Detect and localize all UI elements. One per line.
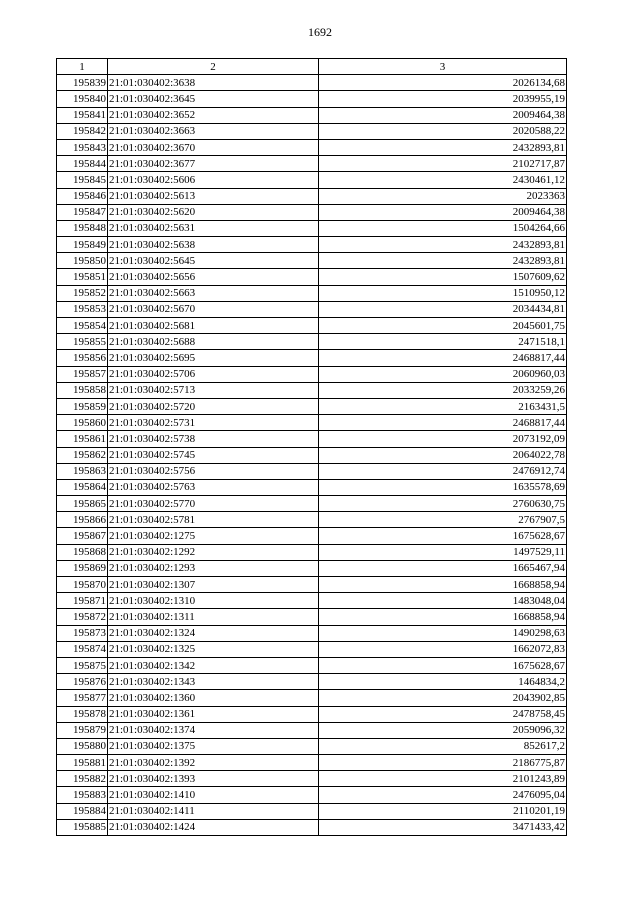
row-number-cell: 195861 [57, 431, 108, 447]
table-row [57, 415, 567, 431]
table-row [57, 496, 567, 512]
row-number-cell: 195840 [57, 91, 108, 107]
cadastral-number-cell: 21:01:030402:5606 [108, 172, 319, 188]
value-cell: 1504264,66 [319, 220, 567, 236]
table-row [57, 690, 567, 706]
table-row [57, 544, 567, 560]
table-row [57, 350, 567, 366]
value-cell: 2039955,19 [319, 91, 567, 107]
value-cell: 2034434,81 [319, 301, 567, 317]
row-number-cell: 195860 [57, 415, 108, 431]
cadastral-number-cell: 21:01:030402:1343 [108, 674, 319, 690]
cadastral-number-cell: 21:01:030402:1375 [108, 738, 319, 754]
table-row [57, 738, 567, 754]
row-number-cell: 195883 [57, 787, 108, 803]
row-number-cell: 195884 [57, 803, 108, 819]
value-cell: 2059096,32 [319, 722, 567, 738]
cadastral-number-cell: 21:01:030402:5763 [108, 479, 319, 495]
cadastral-number-cell: 21:01:030402:1293 [108, 560, 319, 576]
table-row [57, 204, 567, 220]
cadastral-number-cell: 21:01:030402:5720 [108, 398, 319, 414]
table-row [57, 188, 567, 204]
row-number-cell: 195876 [57, 674, 108, 690]
row-number-cell: 195851 [57, 269, 108, 285]
value-cell: 2020588,22 [319, 123, 567, 139]
value-cell: 2432893,81 [319, 139, 567, 155]
cadastral-number-cell: 21:01:030402:1393 [108, 771, 319, 787]
row-number-cell: 195862 [57, 447, 108, 463]
value-cell: 1507609,62 [319, 269, 567, 285]
value-cell: 1510950,12 [319, 285, 567, 301]
cadastral-number-cell: 21:01:030402:1325 [108, 641, 319, 657]
row-number-cell: 195846 [57, 188, 108, 204]
table-row [57, 301, 567, 317]
cadastral-number-cell: 21:01:030402:5631 [108, 220, 319, 236]
cadastral-number-cell: 21:01:030402:5770 [108, 496, 319, 512]
row-number-cell: 195857 [57, 366, 108, 382]
table-row [57, 334, 567, 350]
value-cell: 2045601,75 [319, 318, 567, 334]
table-row [57, 156, 567, 172]
cadastral-number-cell: 21:01:030402:5681 [108, 318, 319, 334]
cadastral-number-cell: 21:01:030402:1292 [108, 544, 319, 560]
table-row [57, 577, 567, 593]
row-number-cell: 195843 [57, 139, 108, 155]
cadastral-number-cell: 21:01:030402:5645 [108, 253, 319, 269]
table-row [57, 657, 567, 673]
cadastral-number-cell: 21:01:030402:5656 [108, 269, 319, 285]
row-number-cell: 195844 [57, 156, 108, 172]
cadastral-number-cell: 21:01:030402:1392 [108, 755, 319, 771]
cadastral-number-cell: 21:01:030402:5781 [108, 512, 319, 528]
cadastral-number-cell: 21:01:030402:5670 [108, 301, 319, 317]
value-cell: 2101243,89 [319, 771, 567, 787]
value-cell: 2476912,74 [319, 463, 567, 479]
row-number-cell: 195867 [57, 528, 108, 544]
cadastral-number-cell: 21:01:030402:1361 [108, 706, 319, 722]
value-cell: 2009464,38 [319, 204, 567, 220]
row-number-cell: 195871 [57, 593, 108, 609]
cadastral-number-cell: 21:01:030402:3652 [108, 107, 319, 123]
column-header-2: 2 [108, 59, 319, 75]
value-cell: 2033259,26 [319, 382, 567, 398]
table-body [57, 75, 567, 836]
value-cell: 3471433,42 [319, 819, 567, 835]
table-row [57, 237, 567, 253]
row-number-cell: 195866 [57, 512, 108, 528]
table-row [57, 463, 567, 479]
table-row [57, 641, 567, 657]
cadastral-number-cell: 21:01:030402:1275 [108, 528, 319, 544]
value-cell: 1483048,04 [319, 593, 567, 609]
table-row [57, 674, 567, 690]
row-number-cell: 195859 [57, 398, 108, 414]
row-number-cell: 195873 [57, 625, 108, 641]
table-row [57, 75, 567, 91]
value-cell: 1635578,69 [319, 479, 567, 495]
row-number-cell: 195877 [57, 690, 108, 706]
value-cell: 2760630,75 [319, 496, 567, 512]
value-cell: 1497529,11 [319, 544, 567, 560]
value-cell: 2064022,78 [319, 447, 567, 463]
table-row [57, 803, 567, 819]
cadastral-number-cell: 21:01:030402:1311 [108, 609, 319, 625]
row-number-cell: 195841 [57, 107, 108, 123]
row-number-cell: 195882 [57, 771, 108, 787]
value-cell: 2767907,5 [319, 512, 567, 528]
value-cell: 2468817,44 [319, 350, 567, 366]
value-cell: 2073192,09 [319, 431, 567, 447]
column-header-3: 3 [319, 59, 567, 75]
cadastral-number-cell: 21:01:030402:3670 [108, 139, 319, 155]
value-cell: 852617,2 [319, 738, 567, 754]
row-number-cell: 195865 [57, 496, 108, 512]
cadastral-number-cell: 21:01:030402:5738 [108, 431, 319, 447]
value-cell: 2043902,85 [319, 690, 567, 706]
table-row [57, 123, 567, 139]
value-cell: 1665467,94 [319, 560, 567, 576]
value-cell: 2102717,87 [319, 156, 567, 172]
table-row [57, 528, 567, 544]
value-cell: 2432893,81 [319, 253, 567, 269]
value-cell: 1675628,67 [319, 657, 567, 673]
value-cell: 2476095,04 [319, 787, 567, 803]
table-row [57, 285, 567, 301]
row-number-cell: 195870 [57, 577, 108, 593]
table-row [57, 91, 567, 107]
cadastral-number-cell: 21:01:030402:1360 [108, 690, 319, 706]
row-number-cell: 195839 [57, 75, 108, 91]
row-number-cell: 195847 [57, 204, 108, 220]
cadastral-number-cell: 21:01:030402:5706 [108, 366, 319, 382]
value-cell: 1464834,2 [319, 674, 567, 690]
table-row [57, 479, 567, 495]
cadastral-number-cell: 21:01:030402:5713 [108, 382, 319, 398]
table-row [57, 107, 567, 123]
page-number: 1692 [308, 25, 332, 39]
table-row [57, 771, 567, 787]
row-number-cell: 195850 [57, 253, 108, 269]
value-cell: 1668858,94 [319, 577, 567, 593]
cadastral-number-cell: 21:01:030402:5688 [108, 334, 319, 350]
row-number-cell: 195854 [57, 318, 108, 334]
row-number-cell: 195856 [57, 350, 108, 366]
cadastral-number-cell: 21:01:030402:1307 [108, 577, 319, 593]
cadastral-number-cell: 21:01:030402:1310 [108, 593, 319, 609]
cadastral-number-cell: 21:01:030402:1410 [108, 787, 319, 803]
value-cell: 2110201,19 [319, 803, 567, 819]
table-row [57, 398, 567, 414]
table-row [57, 269, 567, 285]
cadastral-number-cell: 21:01:030402:5638 [108, 237, 319, 253]
row-number-cell: 195858 [57, 382, 108, 398]
value-cell: 2432893,81 [319, 237, 567, 253]
value-cell: 1490298,63 [319, 625, 567, 641]
row-number-cell: 195868 [57, 544, 108, 560]
table-row [57, 431, 567, 447]
cadastral-number-cell: 21:01:030402:5731 [108, 415, 319, 431]
table-row [57, 722, 567, 738]
table-header-row [57, 59, 567, 75]
row-number-cell: 195853 [57, 301, 108, 317]
cadastral-number-cell: 21:01:030402:5620 [108, 204, 319, 220]
table-row [57, 819, 567, 835]
row-number-cell: 195872 [57, 609, 108, 625]
table-row [57, 593, 567, 609]
row-number-cell: 195879 [57, 722, 108, 738]
row-number-cell: 195855 [57, 334, 108, 350]
row-number-cell: 195869 [57, 560, 108, 576]
table-row [57, 625, 567, 641]
row-number-cell: 195842 [57, 123, 108, 139]
cadastral-number-cell: 21:01:030402:5756 [108, 463, 319, 479]
table-row [57, 139, 567, 155]
table-row [57, 512, 567, 528]
table-row [57, 706, 567, 722]
value-cell: 1662072,83 [319, 641, 567, 657]
cadastral-number-cell: 21:01:030402:3638 [108, 75, 319, 91]
row-number-cell: 195874 [57, 641, 108, 657]
cadastral-number-cell: 21:01:030402:1374 [108, 722, 319, 738]
value-cell: 2478758,45 [319, 706, 567, 722]
table-row [57, 382, 567, 398]
value-cell: 2163431,5 [319, 398, 567, 414]
value-cell: 2471518,1 [319, 334, 567, 350]
value-cell: 2026134,68 [319, 75, 567, 91]
row-number-cell: 195849 [57, 237, 108, 253]
row-number-cell: 195881 [57, 755, 108, 771]
cadastral-number-cell: 21:01:030402:1424 [108, 819, 319, 835]
cadastral-number-cell: 21:01:030402:5695 [108, 350, 319, 366]
table-row [57, 366, 567, 382]
row-number-cell: 195878 [57, 706, 108, 722]
value-cell: 2430461,12 [319, 172, 567, 188]
table-row [57, 755, 567, 771]
value-cell: 2023363 [319, 188, 567, 204]
table-row [57, 172, 567, 188]
cadastral-number-cell: 21:01:030402:3677 [108, 156, 319, 172]
cadastral-number-cell: 21:01:030402:1324 [108, 625, 319, 641]
cadastral-number-cell: 21:01:030402:1342 [108, 657, 319, 673]
value-cell: 1668858,94 [319, 609, 567, 625]
value-cell: 1675628,67 [319, 528, 567, 544]
table-row [57, 220, 567, 236]
cadastral-number-cell: 21:01:030402:3645 [108, 91, 319, 107]
registry-table [56, 58, 567, 836]
cadastral-number-cell: 21:01:030402:1411 [108, 803, 319, 819]
table-row [57, 787, 567, 803]
cadastral-number-cell: 21:01:030402:3663 [108, 123, 319, 139]
table-row [57, 609, 567, 625]
table-row [57, 253, 567, 269]
cadastral-number-cell: 21:01:030402:5745 [108, 447, 319, 463]
column-header-1: 1 [57, 59, 108, 75]
row-number-cell: 195880 [57, 738, 108, 754]
row-number-cell: 195863 [57, 463, 108, 479]
table-row [57, 318, 567, 334]
row-number-cell: 195845 [57, 172, 108, 188]
value-cell: 2468817,44 [319, 415, 567, 431]
row-number-cell: 195852 [57, 285, 108, 301]
row-number-cell: 195848 [57, 220, 108, 236]
value-cell: 2009464,38 [319, 107, 567, 123]
row-number-cell: 195885 [57, 819, 108, 835]
table-row [57, 560, 567, 576]
cadastral-number-cell: 21:01:030402:5613 [108, 188, 319, 204]
row-number-cell: 195875 [57, 657, 108, 673]
row-number-cell: 195864 [57, 479, 108, 495]
value-cell: 2186775,87 [319, 755, 567, 771]
cadastral-number-cell: 21:01:030402:5663 [108, 285, 319, 301]
value-cell: 2060960,03 [319, 366, 567, 382]
table-row [57, 447, 567, 463]
